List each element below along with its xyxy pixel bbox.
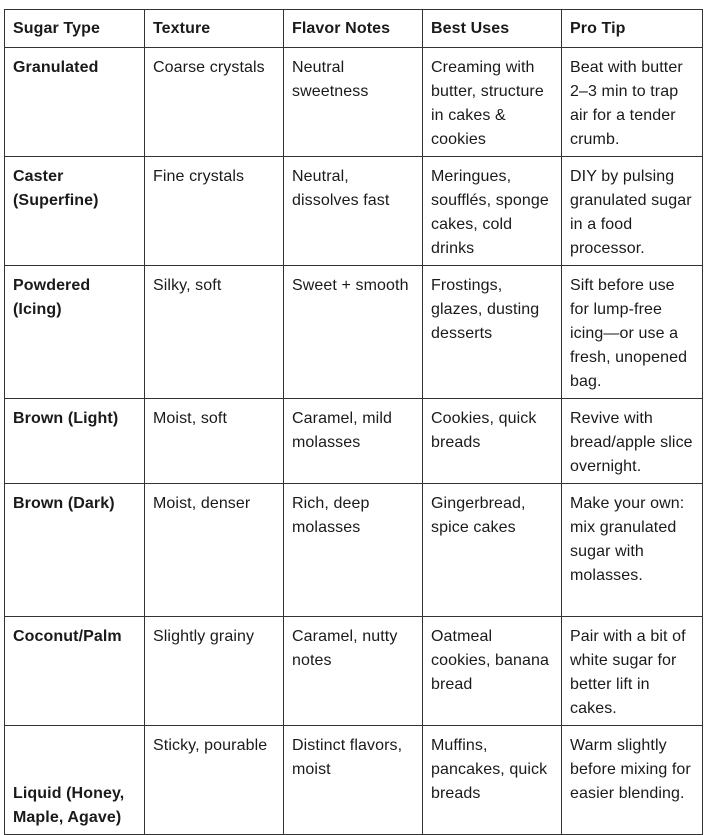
cell-sugar-type: Granulated [5,48,145,157]
cell-texture: Coarse crystals [145,48,284,157]
table-row [5,266,703,399]
cell-texture: Silky, soft [145,266,284,399]
cell-flavor: Distinct flavors, moist [284,726,423,835]
cell-flavor: Caramel, nutty notes [284,617,423,726]
cell-texture: Sticky, pourable [145,726,284,835]
table-row [5,48,703,157]
cell-uses: Oatmeal cookies, banana bread [423,617,562,726]
cell-uses: Cookies, quick breads [423,399,562,484]
cell-flavor: Neutral sweetness [284,48,423,157]
cell-sugar-type: Powdered (Icing) [5,266,145,399]
cell-flavor: Rich, deep molasses [284,484,423,617]
header-flavor-notes: Flavor Notes [284,10,423,48]
table-row [5,484,703,617]
cell-tip: Pair with a bit of white sugar for better lift in cakes. [562,617,703,726]
sugar-comparison-table [4,9,703,835]
cell-tip: DIY by pulsing granulated sugar in a food processor. [562,157,703,266]
header-texture: Texture [145,10,284,48]
cell-sugar-type: Coconut/Palm [5,617,145,726]
table-row [5,399,703,484]
header-pro-tip: Pro Tip [562,10,703,48]
cell-texture: Slightly grainy [145,617,284,726]
table-header-row [5,10,703,48]
cell-texture: Moist, soft [145,399,284,484]
cell-sugar-type: Caster (Superfine) [5,157,145,266]
cell-uses: Frostings, glazes, dusting desserts [423,266,562,399]
cell-sugar-type: Brown (Light) [5,399,145,484]
cell-sugar-type: Liquid (Honey, Maple, Agave) [5,726,145,835]
cell-tip: Make your own: mix granulated sugar with molasses. [562,484,703,617]
cell-texture: Fine crystals [145,157,284,266]
cell-texture: Moist, denser [145,484,284,617]
cell-uses: Muffins, pancakes, quick breads [423,726,562,835]
table-row [5,726,703,835]
cell-uses: Creaming with butter, structure in cakes & cookies [423,48,562,157]
cell-uses: Gingerbread, spice cakes [423,484,562,617]
table-row [5,617,703,726]
cell-uses: Meringues, soufflés, sponge cakes, cold drinks [423,157,562,266]
sugar-table-container [4,9,703,835]
cell-flavor: Caramel, mild molasses [284,399,423,484]
header-sugar-type: Sugar Type [5,10,145,48]
header-best-uses: Best Uses [423,10,562,48]
cell-flavor: Sweet + smooth [284,266,423,399]
cell-tip: Revive with bread/apple slice overnight. [562,399,703,484]
table-row [5,157,703,266]
cell-tip: Sift before use for lump-free icing—or use a fresh, unopened bag. [562,266,703,399]
cell-flavor: Neutral, dissolves fast [284,157,423,266]
cell-sugar-type: Brown (Dark) [5,484,145,617]
cell-tip: Beat with butter 2–3 min to trap air for a tender crumb. [562,48,703,157]
cell-tip: Warm slightly before mixing for easier blending. [562,726,703,835]
